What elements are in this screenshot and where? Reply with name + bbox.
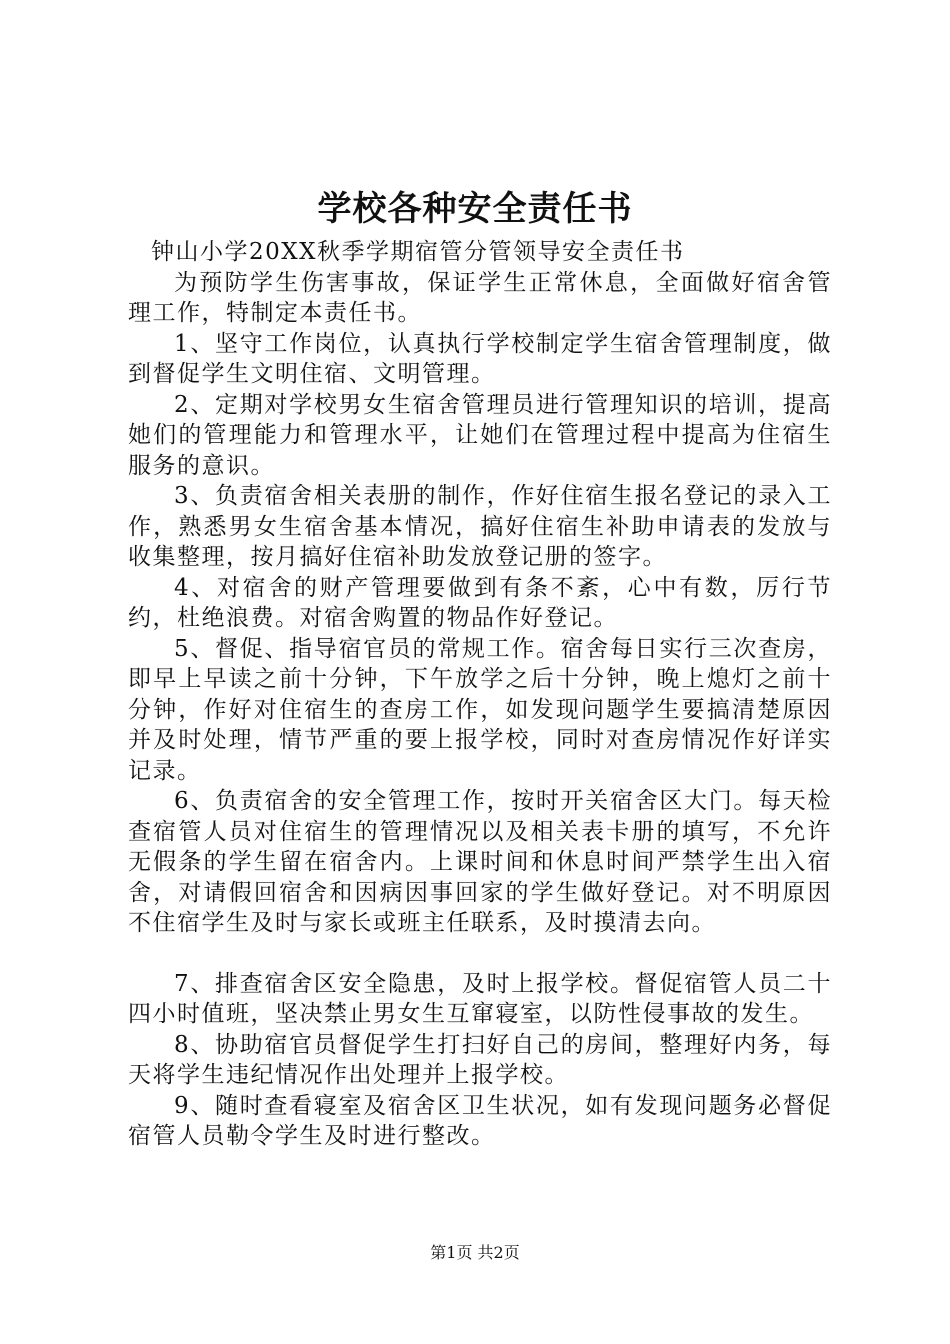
page-number-footer: 第1页 共2页 <box>430 1243 520 1262</box>
document-subtitle: 钟山小学20XX秋季学期宿管分管领导安全责任书 <box>151 239 685 265</box>
paragraph-item-5: 5、督促、指导宿官员的常规工作。宿舍每日实行三次查房，即早上早读之前十分钟，下午放学之后十分钟，晚上熄灯之前十分钟，作好对住宿生的查房工作，如发现问题学生要搞清楚原因并及时处理，情节严重的要上报学校，同时对查房情况作好详实记录。 <box>128 635 832 784</box>
paragraph-item-7: 7、排查宿舍区安全隐患，及时上报学校。督促宿管人员二十四小时值班，坚决禁止男女生互窜寝室，以防性侵事故的发生。 <box>128 970 832 1027</box>
paragraph-item-6: 6、负责宿舍的安全管理工作，按时开关宿舍区大门。每天检查宿管人员对住宿生的管理情况以及相关表卡册的填写，不允许无假条的学生留在宿舍内。上课时间和休息时间严禁学生出入宿舍，对请假回宿舍和因病因事回家的学生做好登记。对不明原因不住宿学生及时与家长或班主任联系，及时摸清去向。 <box>128 788 832 936</box>
paragraph-item-9: 9、随时查看寝室及宿舍区卫生状况，如有发现问题务必督促宿管人员勒令学生及时进行整改。 <box>128 1092 832 1149</box>
paragraph-item-8: 8、协助宿官员督促学生打扫好自己的房间，整理好内务，每天将学生违纪情况作出处理并上报学校。 <box>128 1031 832 1088</box>
document-title: 学校各种安全责任书 <box>317 189 633 229</box>
document-body <box>128 237 832 1152</box>
paragraph-item-4: 4、对宿舍的财产管理要做到有条不紊，心中有数，厉行节约，杜绝浪费。对宿舍购置的物品作好登记。 <box>128 574 832 631</box>
paragraph-item-2: 2、定期对学校男女生宿舍管理员进行管理知识的培训，提高她们的管理能力和管理水平，让她们在管理过程中提高为住宿生服务的意识。 <box>128 391 832 479</box>
paragraph-item-1: 1、坚守工作岗位，认真执行学校制定学生宿舍管理制度，做到督促学生文明住宿、文明管理。 <box>128 330 832 387</box>
paragraph-intro: 为预防学生伤害事故，保证学生正常休息，全面做好宿舍管理工作，特制定本责任书。 <box>128 269 832 326</box>
paragraph-item-3: 3、负责宿舍相关表册的制作，作好住宿生报名登记的录入工作，熟悉男女生宿舍基本情况，搞好住宿生补助申请表的发放与收集整理，按月搞好住宿补助发放登记册的签字。 <box>128 483 832 570</box>
